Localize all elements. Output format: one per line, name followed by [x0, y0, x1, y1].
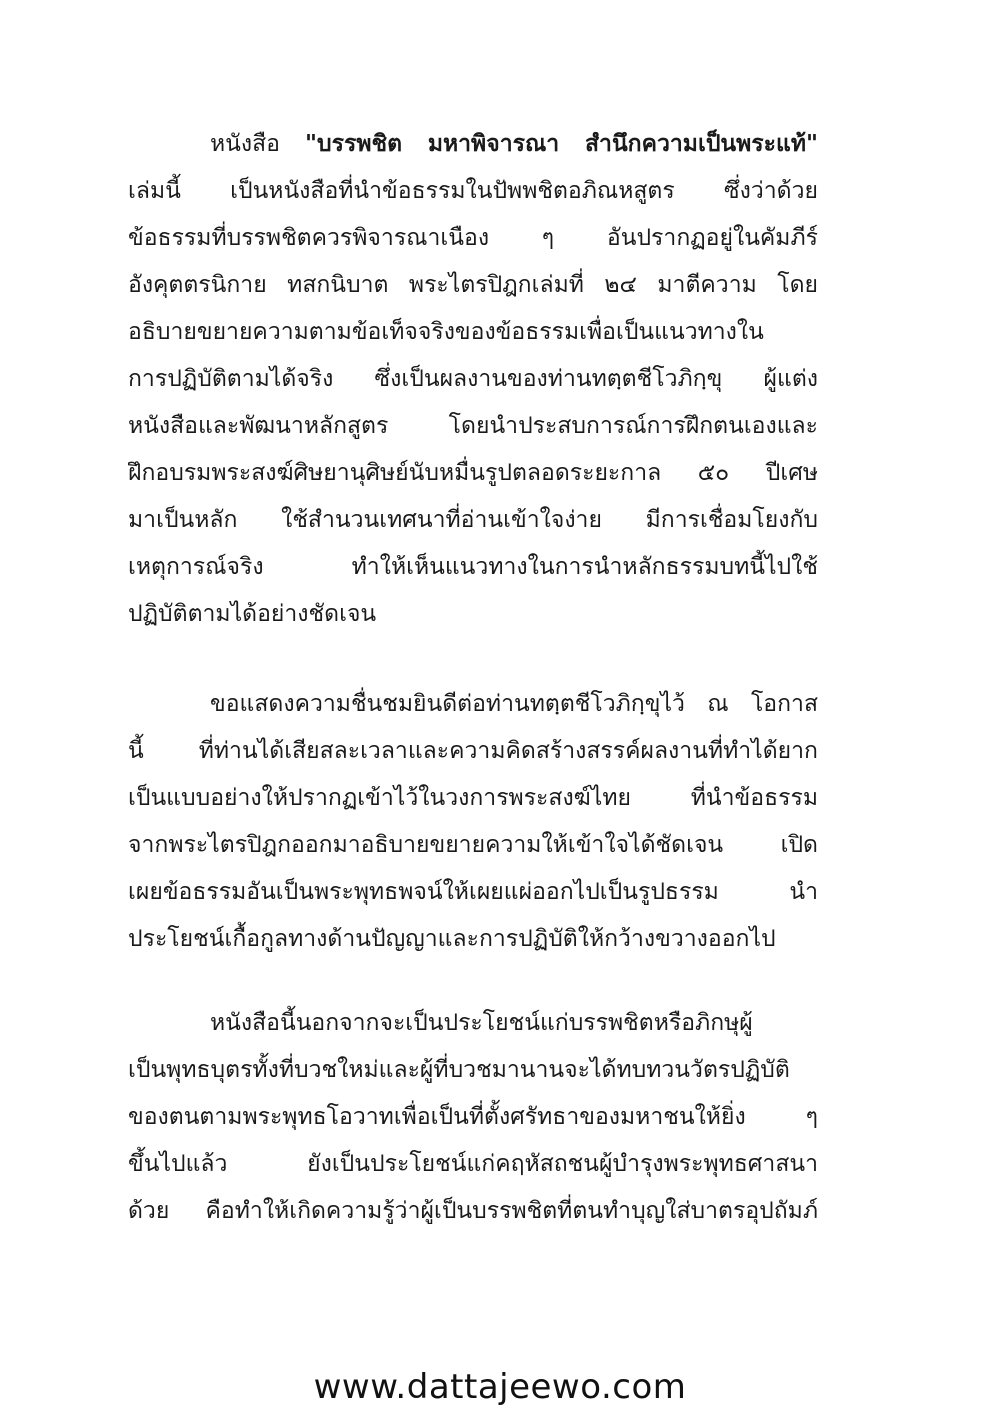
- footer-website-url: www.dattajeewo.com: [313, 1367, 687, 1407]
- book-title: "บรรพชิต มหาพิจารณา สำนึกความเป็นพระแท้": [305, 131, 818, 157]
- paragraph3-line-3: ขึ้นไปแล้ว ยังเป็นประโยชน์แก่คฤหัสถชนผู้บำรุงพระพุทธศาสนา: [128, 1151, 818, 1177]
- paragraph2-line-4: เผยข้อธรรมอันเป็นพระพุทธพจน์ให้เผยแผ่ออกไปเป็นรูปธรรม นำ: [128, 879, 818, 905]
- paragraph1-line-5: การปฏิบัติตามได้จริง ซึ่งเป็นผลงานของท่านทตฺตชีโวภิกฺขุ ผู้แต่ง: [128, 366, 818, 392]
- paragraph2-line-3: จากพระไตรปิฎกออกมาอธิบายขยายความให้เข้าใจได้ชัดเจน เปิด: [128, 832, 818, 858]
- paragraph1-line-1: เล่มนี้ เป็นหนังสือที่นำข้อธรรมในปัพพชิตอภิณหสูตร ซึ่งว่าด้วย: [128, 178, 818, 204]
- paragraph1-line-10: ปฏิบัติตามได้อย่างชัดเจน: [128, 601, 377, 627]
- paragraph3-line-0: หนังสือนี้นอกจากจะเป็นประโยชน์แก่บรรพชิตหรือภิกษุผู้: [210, 1010, 753, 1036]
- paragraph-book-introduction: [128, 121, 818, 638]
- paragraph2-line-5: ประโยชน์เกื้อกูลทางด้านปัญญาและการปฏิบัติให้กว้างขวางออกไป: [128, 926, 776, 952]
- paragraph1-line-2: ข้อธรรมที่บรรพชิตควรพิจารณาเนือง ๆ อันปรากฏอยู่ในคัมภีร์: [128, 225, 818, 251]
- paragraph1-line-0: [128, 121, 818, 168]
- paragraph2-line-2: เป็นแบบอย่างให้ปรากฏเข้าไว้ในวงการพระสงฆ์ไทย ที่นำข้อธรรม: [128, 785, 818, 811]
- paragraph-benefits: [128, 1000, 818, 1235]
- paragraph2-line-1: นี้ ที่ท่านได้เสียสละเวลาและความคิดสร้างสรรค์ผลงานที่ทำได้ยาก: [128, 738, 818, 764]
- paragraph1-line-7: ฝึกอบรมพระสงฆ์ศิษยานุศิษย์นับหมื่นรูปตลอดระยะกาล ๕๐ ปีเศษ: [128, 460, 818, 486]
- paragraph3-line-2: ของตนตามพระพุทธโอวาทเพื่อเป็นที่ตั้งศรัทธาของมหาชนให้ยิ่ง ๆ: [128, 1104, 818, 1130]
- paragraph1-line-3: อังคุตตรนิกาย ทสกนิบาต พระไตรปิฎกเล่มที่ ๒๔ มาตีความ โดย: [128, 272, 818, 298]
- paragraph3-line-4: ด้วย คือทำให้เกิดความรู้ว่าผู้เป็นบรรพชิตที่ตนทำบุญใส่บาตรอุปถัมภ์: [128, 1198, 818, 1224]
- paragraph3-line-1: เป็นพุทธบุตรทั้งที่บวชใหม่และผู้ที่บวชมานานจะได้ทบทวนวัตรปฏิบัติ: [128, 1057, 790, 1083]
- paragraph1-line-6: หนังสือและพัฒนาหลักสูตร โดยนำประสบการณ์การฝึกตนเองและ: [128, 413, 818, 439]
- paragraph1-line-9: เหตุการณ์จริง ทำให้เห็นแนวทางในการนำหลักธรรมบทนี้ไปใช้: [128, 554, 818, 580]
- paragraph1-lead: หนังสือ: [210, 131, 306, 157]
- paragraph2-line-0: ขอแสดงความชื่นชมยินดีต่อท่านทตฺตชีโวภิกฺขุไว้ ณ โอกาส: [210, 691, 818, 717]
- paragraph-appreciation: [128, 681, 818, 963]
- paragraph1-line-8: มาเป็นหลัก ใช้สำนวนเทศนาที่อ่านเข้าใจง่าย มีการเชื่อมโยงกับ: [128, 507, 818, 533]
- paragraph1-line-4: อธิบายขยายความตามข้อเท็จจริงของข้อธรรมเพื่อเป็นแนวทางใน: [128, 319, 764, 345]
